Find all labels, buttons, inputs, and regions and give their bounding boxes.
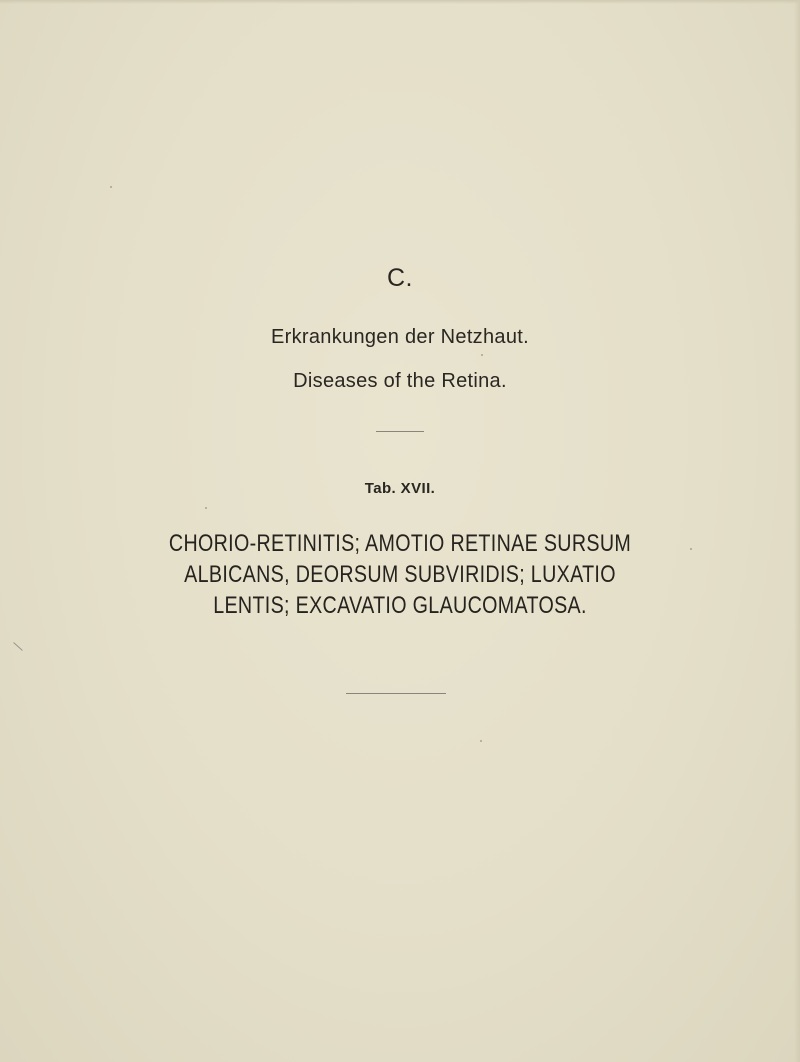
heading-english: Diseases of the Retina. <box>293 370 507 392</box>
paper-speck <box>481 354 483 356</box>
paper-mark <box>13 642 23 651</box>
paper-speck <box>480 740 482 742</box>
long-divider-rule <box>346 693 446 694</box>
plate-number: Tab. XVII. <box>364 480 436 497</box>
page-right-edge <box>794 0 800 1062</box>
paper-speck <box>110 186 112 188</box>
plate-title: CHORIO-RETINITIS; AMOTIO RETINAE SURSUM ALBICANS, DEORSUM SUBVIRIDIS; LUXATIO LENTIS; EXCAVATIO GLAUCOMATOSA. <box>168 530 632 619</box>
paper-speck <box>690 548 692 550</box>
page-top-edge <box>0 0 800 4</box>
paper-speck <box>205 507 207 509</box>
section-letter: C. <box>387 264 413 292</box>
short-divider-rule <box>376 431 424 432</box>
heading-german: Erkrankungen der Netzhaut. <box>271 326 529 348</box>
